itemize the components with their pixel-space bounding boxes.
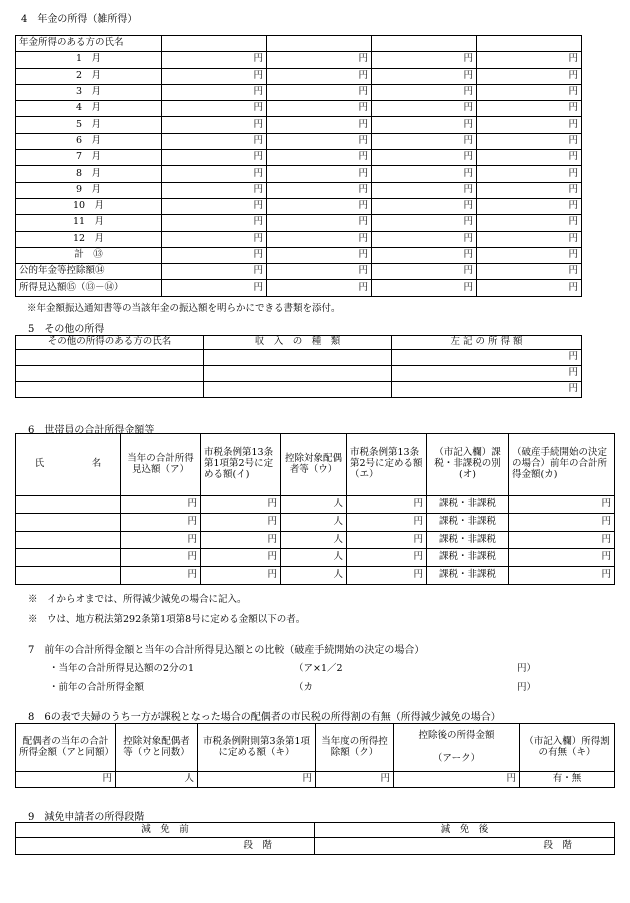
sec7-heading: 7 前年の合計所得金額と当年の合計所得見込額との比較（破産手続開始の決定の場合） (28, 645, 425, 656)
amount-b-cell[interactable]: 円 (201, 496, 281, 514)
pension-amount-cell[interactable]: 円 (267, 182, 372, 198)
pension-amount-cell[interactable]: 円 (162, 198, 267, 214)
pension-amount-cell[interactable]: 円 (267, 247, 372, 263)
pension-amount-cell[interactable]: 円 (267, 166, 372, 182)
col-header-name: 氏 名 (16, 434, 121, 496)
pension-amount-cell[interactable]: 円 (162, 133, 267, 149)
count-c-cell[interactable]: 人 (281, 496, 347, 514)
pension-name-cell[interactable] (372, 36, 477, 52)
pension-amount-cell[interactable]: 円 (477, 247, 582, 263)
pension-row-label: 1 月 (16, 52, 162, 68)
pension-row-label: 所得見込額⑮（⑬－⑭） (16, 280, 162, 296)
col-header-spouse-income: 配偶者の当年の合計所得金額（アと同額） (16, 724, 116, 772)
after-deduction-cell[interactable]: 円 (394, 772, 520, 788)
col-header-c: 控除対象配偶者等（ウ） (281, 434, 347, 496)
spouse-income-cell[interactable]: 円 (16, 772, 116, 788)
amount-a-cell[interactable]: 円 (121, 549, 201, 567)
sec5-heading: 5 その他の所得 (28, 324, 105, 335)
pension-amount-cell[interactable]: 円 (162, 264, 267, 280)
pension-amount-cell[interactable]: 円 (267, 101, 372, 117)
tax-status-cell[interactable]: 課税・非課税 (427, 496, 509, 514)
pension-amount-cell[interactable]: 円 (267, 52, 372, 68)
pension-amount-cell[interactable]: 円 (162, 117, 267, 133)
sec9-heading: 9 減免申請者の所得段階 (28, 812, 145, 823)
sec7-line2-yen: 円） (517, 682, 537, 693)
col-header-income-amount: 左 記 の 所 得 額 (392, 336, 582, 350)
income-deduction-cell[interactable]: 円 (316, 772, 394, 788)
pension-table (15, 35, 582, 297)
pension-amount-cell[interactable]: 円 (372, 117, 477, 133)
col-header-other-name: その他の所得のある方の氏名 (16, 336, 204, 350)
pension-amount-cell[interactable]: 円 (477, 52, 582, 68)
pension-amount-cell[interactable]: 円 (372, 231, 477, 247)
col-header-d: 市税条例第13条第2号に定める額（エ） (347, 434, 427, 496)
col-header-income-deduction: 当年度の所得控除額（ク） (316, 724, 394, 772)
member-name-cell[interactable] (16, 496, 121, 514)
member-name-cell[interactable] (16, 513, 121, 531)
other-name-cell[interactable] (16, 382, 204, 398)
pension-row-label: 9 月 (16, 182, 162, 198)
tax-status-cell[interactable]: 課税・非課税 (427, 549, 509, 567)
pension-row-label: 12 月 (16, 231, 162, 247)
pension-name-cell[interactable] (477, 36, 582, 52)
member-name-cell[interactable] (16, 549, 121, 567)
sec7-line1-yen: 円） (517, 663, 537, 674)
sec4-heading: 4 年金の所得（雑所得） (21, 14, 138, 25)
pension-amount-cell[interactable]: 円 (372, 215, 477, 231)
pension-amount-cell[interactable]: 円 (267, 68, 372, 84)
pension-row-label: 公的年金等控除額⑭ (16, 264, 162, 280)
amount-a-cell[interactable]: 円 (121, 567, 201, 585)
pension-amount-cell[interactable]: 円 (162, 166, 267, 182)
pension-amount-cell[interactable]: 円 (477, 133, 582, 149)
pension-amount-cell[interactable]: 円 (372, 198, 477, 214)
pension-amount-cell[interactable]: 円 (372, 264, 477, 280)
amount-a-cell[interactable]: 円 (121, 496, 201, 514)
pension-row-label: 7 月 (16, 150, 162, 166)
sec6-heading: 6 世帯員の合計所得金額等 (28, 425, 155, 436)
other-name-cell[interactable] (16, 366, 204, 382)
pension-row-label: 8 月 (16, 166, 162, 182)
amount-d-cell[interactable]: 円 (347, 567, 427, 585)
amount-f-cell[interactable]: 円 (509, 513, 615, 531)
pension-row-label: 2 月 (16, 68, 162, 84)
col-header-income-levy: （市記入欄）所得割の有無（キ） (520, 724, 615, 772)
count-c-cell[interactable]: 人 (281, 531, 347, 549)
amount-f-cell[interactable]: 円 (509, 549, 615, 567)
col-header-after: 減 免 後 (315, 823, 615, 838)
pension-amount-cell[interactable]: 円 (162, 101, 267, 117)
tax-status-cell[interactable]: 課税・非課税 (427, 531, 509, 549)
col5-top: 控除後の所得金額 (418, 729, 495, 741)
amount-d-cell[interactable]: 円 (347, 531, 427, 549)
col-header-ordinance-amount: 市税条例附則第3条第1項に定める額（キ） (198, 724, 316, 772)
sec7-line1-label: ・当年の合計所得見込額の2分の1 (49, 663, 195, 674)
pension-amount-cell[interactable]: 円 (477, 117, 582, 133)
tax-status-cell[interactable]: 課税・非課税 (427, 513, 509, 531)
pension-amount-cell[interactable]: 円 (162, 84, 267, 100)
pension-amount-cell[interactable]: 円 (162, 231, 267, 247)
count-c-cell[interactable]: 人 (281, 567, 347, 585)
member-name-cell[interactable] (16, 567, 121, 585)
pension-amount-cell[interactable]: 円 (372, 68, 477, 84)
col-header-income-type: 収 入 の 種 類 (204, 336, 392, 350)
pension-amount-cell[interactable]: 円 (477, 166, 582, 182)
pension-amount-cell[interactable]: 円 (477, 198, 582, 214)
pension-amount-cell[interactable]: 円 (267, 215, 372, 231)
sec6-note1: ※ イからオまでは、所得減少減免の場合に記入。 (28, 594, 247, 605)
col5-bottom: （アーク） (432, 752, 481, 764)
levy-yesno-cell[interactable]: 有・無 (520, 772, 615, 788)
stage-table (15, 822, 615, 855)
amount-b-cell[interactable]: 円 (201, 513, 281, 531)
pension-name-label: 年金所得のある方の氏名 (16, 36, 162, 52)
pension-amount-cell[interactable]: 円 (267, 150, 372, 166)
col-header-e: （市記入欄）課税・非課税の別(オ) (427, 434, 509, 496)
pension-amount-cell[interactable]: 円 (267, 84, 372, 100)
income-amount-cell[interactable]: 円 (392, 382, 582, 398)
amount-d-cell[interactable]: 円 (347, 496, 427, 514)
stage-before-cell[interactable]: 段 階 (16, 838, 315, 855)
pension-amount-cell[interactable]: 円 (477, 68, 582, 84)
ordinance-amount-cell[interactable]: 円 (198, 772, 316, 788)
pension-row-label: 3 月 (16, 84, 162, 100)
col-header-before: 減 免 前 (16, 823, 315, 838)
pension-row-label: 4 月 (16, 101, 162, 117)
pension-amount-cell[interactable]: 円 (372, 182, 477, 198)
spouse-table (15, 723, 615, 788)
amount-a-cell[interactable]: 円 (121, 513, 201, 531)
pension-amount-cell[interactable]: 円 (162, 280, 267, 296)
pension-amount-cell[interactable]: 円 (267, 264, 372, 280)
pension-amount-cell[interactable]: 円 (162, 52, 267, 68)
pension-amount-cell[interactable]: 円 (477, 150, 582, 166)
pension-amount-cell[interactable]: 円 (162, 247, 267, 263)
pension-amount-cell[interactable]: 円 (267, 198, 372, 214)
pension-row-label: 計 ⑬ (16, 247, 162, 263)
amount-d-cell[interactable]: 円 (347, 549, 427, 567)
count-c-cell[interactable]: 人 (281, 513, 347, 531)
other-name-cell[interactable] (16, 350, 204, 366)
pension-amount-cell[interactable]: 円 (477, 231, 582, 247)
amount-f-cell[interactable]: 円 (509, 496, 615, 514)
pension-amount-cell[interactable]: 円 (477, 182, 582, 198)
pension-row-label: 5 月 (16, 117, 162, 133)
count-c-cell[interactable]: 人 (281, 549, 347, 567)
amount-b-cell[interactable]: 円 (201, 531, 281, 549)
sec7-line2-label: ・前年の合計所得金額 (49, 682, 145, 693)
household-table (15, 433, 615, 585)
pension-amount-cell[interactable]: 円 (162, 68, 267, 84)
pension-amount-cell[interactable]: 円 (267, 117, 372, 133)
spouse-deduction-cell[interactable]: 人 (116, 772, 198, 788)
stage-after-cell[interactable]: 段 階 (315, 838, 615, 855)
member-name-cell[interactable] (16, 531, 121, 549)
pension-amount-cell[interactable]: 円 (372, 52, 477, 68)
sec6-note2: ※ ウは、地方税法第292条第1項第8号に定める金額以下の者。 (28, 614, 306, 625)
pension-amount-cell[interactable]: 円 (477, 264, 582, 280)
pension-amount-cell[interactable]: 円 (372, 166, 477, 182)
pension-amount-cell[interactable]: 円 (477, 84, 582, 100)
pension-amount-cell[interactable]: 円 (372, 150, 477, 166)
pension-amount-cell[interactable]: 円 (162, 182, 267, 198)
sec8-heading: 8 6の表で夫婦のうち一方が課税となった場合の配偶者の市民税の所得割の有無（所得減少減免の場合） (28, 712, 501, 723)
pension-amount-cell[interactable]: 円 (162, 215, 267, 231)
col-header-after-deduction (394, 724, 520, 772)
pension-amount-cell[interactable]: 円 (477, 280, 582, 296)
pension-amount-cell[interactable]: 円 (477, 215, 582, 231)
pension-amount-cell[interactable]: 円 (267, 231, 372, 247)
sec7-line2-formula: （カ (294, 682, 314, 693)
amount-f-cell[interactable]: 円 (509, 531, 615, 549)
pension-amount-cell[interactable]: 円 (477, 101, 582, 117)
pension-amount-cell[interactable]: 円 (267, 280, 372, 296)
pension-amount-cell[interactable]: 円 (372, 133, 477, 149)
income-amount-cell[interactable]: 円 (392, 366, 582, 382)
pension-name-cell[interactable] (267, 36, 372, 52)
col-header-a: 当年の合計所得見込額（ア） (121, 434, 201, 496)
tax-status-cell[interactable]: 課税・非課税 (427, 567, 509, 585)
col-header-b: 市税条例第13条第1項第2号に定める額(イ) (201, 434, 281, 496)
pension-amount-cell[interactable]: 円 (372, 280, 477, 296)
amount-f-cell[interactable]: 円 (509, 567, 615, 585)
pension-row-label: 10 月 (16, 198, 162, 214)
pension-amount-cell[interactable]: 円 (372, 101, 477, 117)
pension-name-cell[interactable] (162, 36, 267, 52)
col-header-f: （破産手続開始の決定の場合）前年の合計所得金額(カ) (509, 434, 615, 496)
income-type-cell[interactable] (204, 350, 392, 366)
amount-b-cell[interactable]: 円 (201, 567, 281, 585)
pension-amount-cell[interactable]: 円 (372, 84, 477, 100)
pension-amount-cell[interactable]: 円 (267, 133, 372, 149)
pension-row-label: 11 月 (16, 215, 162, 231)
income-type-cell[interactable] (204, 366, 392, 382)
income-type-cell[interactable] (204, 382, 392, 398)
amount-d-cell[interactable]: 円 (347, 513, 427, 531)
amount-a-cell[interactable]: 円 (121, 531, 201, 549)
col-header-spouse-deduction: 控除対象配偶者等（ウと同数） (116, 724, 198, 772)
sec7-line1-formula: （ア×1／2 (294, 663, 343, 674)
pension-amount-cell[interactable]: 円 (372, 247, 477, 263)
pension-amount-cell[interactable]: 円 (162, 150, 267, 166)
amount-b-cell[interactable]: 円 (201, 549, 281, 567)
other-income-table (15, 335, 582, 398)
income-amount-cell[interactable]: 円 (392, 350, 582, 366)
sec4-note: ※年金額振込通知書等の当該年金の振込額を明らかにできる書類を添付。 (27, 303, 341, 314)
pension-row-label: 6 月 (16, 133, 162, 149)
